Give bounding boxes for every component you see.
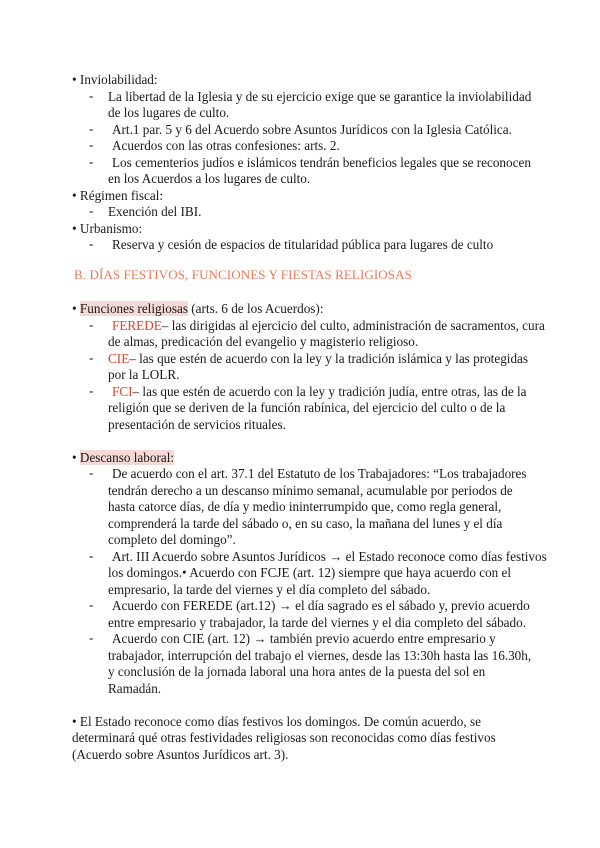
list-item: tendrán derecho a un descanso mínimo semanal, acumulable por periodos de xyxy=(108,483,513,498)
dash-marker: - xyxy=(89,154,94,169)
paragraph-line: determinará qué otras festividades religiosas son reconocidas como días festivos xyxy=(72,730,496,745)
list-item: trabajador, interrupción del trabajo el viernes, desde las 13:30h hasta las 16.30h, xyxy=(108,648,532,663)
tag-cie: CIE xyxy=(108,351,130,366)
item-text: – las que estén de acuerdo con la ley y tradición judía, entre otras, las de la xyxy=(132,384,527,399)
list-item: Ramadán. xyxy=(108,681,162,696)
label-descanso-laboral: Descanso laboral: xyxy=(79,450,175,465)
list-item: Los cementerios judíos e islámicos tendrán beneficios legales que se reconocen xyxy=(112,155,531,170)
dash-marker: - xyxy=(89,630,94,645)
list-item: y conclusión de la jornada laboral una hora antes de la puesta del sol en xyxy=(108,664,486,679)
label-inviolabilidad: Inviolabilidad: xyxy=(79,72,158,87)
label-funciones-religiosas: Funciones religiosas xyxy=(79,301,188,316)
paragraph-line: • El Estado reconoce como días festivos los domingos. De común acuerdo, se xyxy=(72,714,481,729)
list-item: comprenderá la tarde del sábado o, en su caso, la mañana del lunes y el día xyxy=(108,516,503,531)
section-heading: B. DÍAS FESTIVOS, FUNCIONES Y FIESTAS RELIGIOSAS xyxy=(74,267,412,282)
label-urbanismo: Urbanismo: xyxy=(79,221,143,236)
list-item: por la LOLR. xyxy=(108,367,180,382)
list-item: Acuerdo con FEREDE (art.12) → el día sagrado es el sábado y, previo acuerdo xyxy=(112,598,530,613)
dash-marker: - xyxy=(89,350,94,365)
dash-marker: - xyxy=(89,597,94,612)
item-text: – las dirigidas al ejercicio del culto, administración de sacramentos, cura xyxy=(161,318,545,333)
dash-marker: - xyxy=(89,548,94,563)
list-item: Art.1 par. 5 y 6 del Acuerdo sobre Asuntos Jurídicos con la Iglesia Católica. xyxy=(112,122,512,137)
bullet-funciones: • Funciones religiosas (arts. 6 de los Acuerdos): xyxy=(72,301,324,316)
dash-marker: - xyxy=(89,203,94,218)
list-item: hasta catorce días, de día y medio ininterrumpido que, como regla general, xyxy=(108,499,502,514)
list-item: Art. III Acuerdo sobre Asuntos Jurídicos → el Estado reconoce como días festivos xyxy=(112,549,547,564)
list-item: completo del domingo”. xyxy=(108,532,236,547)
label-funciones-suffix: (arts. 6 de los Acuerdos): xyxy=(187,301,324,316)
dash-marker: - xyxy=(89,236,94,251)
list-item: De acuerdo con el art. 37.1 del Estatuto de los Trabajadores: “Los trabajadores xyxy=(112,466,527,481)
bullet-regimen: • Régimen fiscal: xyxy=(72,188,164,203)
list-item: empresario, la tarde del viernes y el día completo del sábado. xyxy=(108,582,431,597)
list-item: los domingos.• Acuerdo con FCJE (art. 12) siempre que haya acuerdo con el xyxy=(108,565,512,580)
list-item xyxy=(112,317,545,334)
item-text: – las que estén de acuerdo con la ley y la tradición islámica y las protegidas xyxy=(129,351,529,366)
list-item: en los Acuerdos a los lugares de culto. xyxy=(108,171,311,186)
label-regimen-fiscal: Régimen fiscal: xyxy=(79,188,164,203)
list-item: de los lugares de culto. xyxy=(108,105,230,120)
dash-marker: - xyxy=(89,88,94,103)
list-item: Reserva y cesión de espacios de titularidad pública para lugares de culto xyxy=(112,237,494,252)
list-item: de almas, predicación del evangelio y magisterio religioso. xyxy=(108,334,419,349)
list-item: Acuerdo con CIE (art. 12) → también previo acuerdo entre empresario y xyxy=(112,631,496,646)
bullet-inviolabilidad: • Inviolabilidad: xyxy=(72,72,158,87)
list-item xyxy=(112,383,527,400)
paragraph-line: (Acuerdo sobre Asuntos Jurídicos art. 3). xyxy=(72,747,289,762)
list-item: Exención del IBI. xyxy=(108,204,202,219)
dash-marker: - xyxy=(89,137,94,152)
tag-fci: FCI xyxy=(112,384,133,399)
list-item: entre empresario y trabajador, la tarde del viernes y el dia completo del sábado. xyxy=(108,615,527,630)
dash-marker: - xyxy=(89,383,94,398)
bullet-descanso: • Descanso laboral: xyxy=(72,450,175,465)
dash-marker: - xyxy=(89,317,94,332)
bullet-urbanismo: • Urbanismo: xyxy=(72,221,143,236)
list-item: presentación de servicios rituales. xyxy=(108,417,286,432)
list-item: La libertad de la Iglesia y de su ejercicio exige que se garantice la inviolabilidad xyxy=(108,89,532,104)
tag-ferede: FEREDE xyxy=(112,318,162,333)
list-item: Acuerdos con las otras confesiones: arts. 2. xyxy=(112,138,340,153)
list-item xyxy=(108,350,528,367)
dash-marker: - xyxy=(89,121,94,136)
dash-marker: - xyxy=(89,465,94,480)
list-item: religión que se deriven de la función rabínica, del ejercicio del culto o de la xyxy=(108,400,506,415)
